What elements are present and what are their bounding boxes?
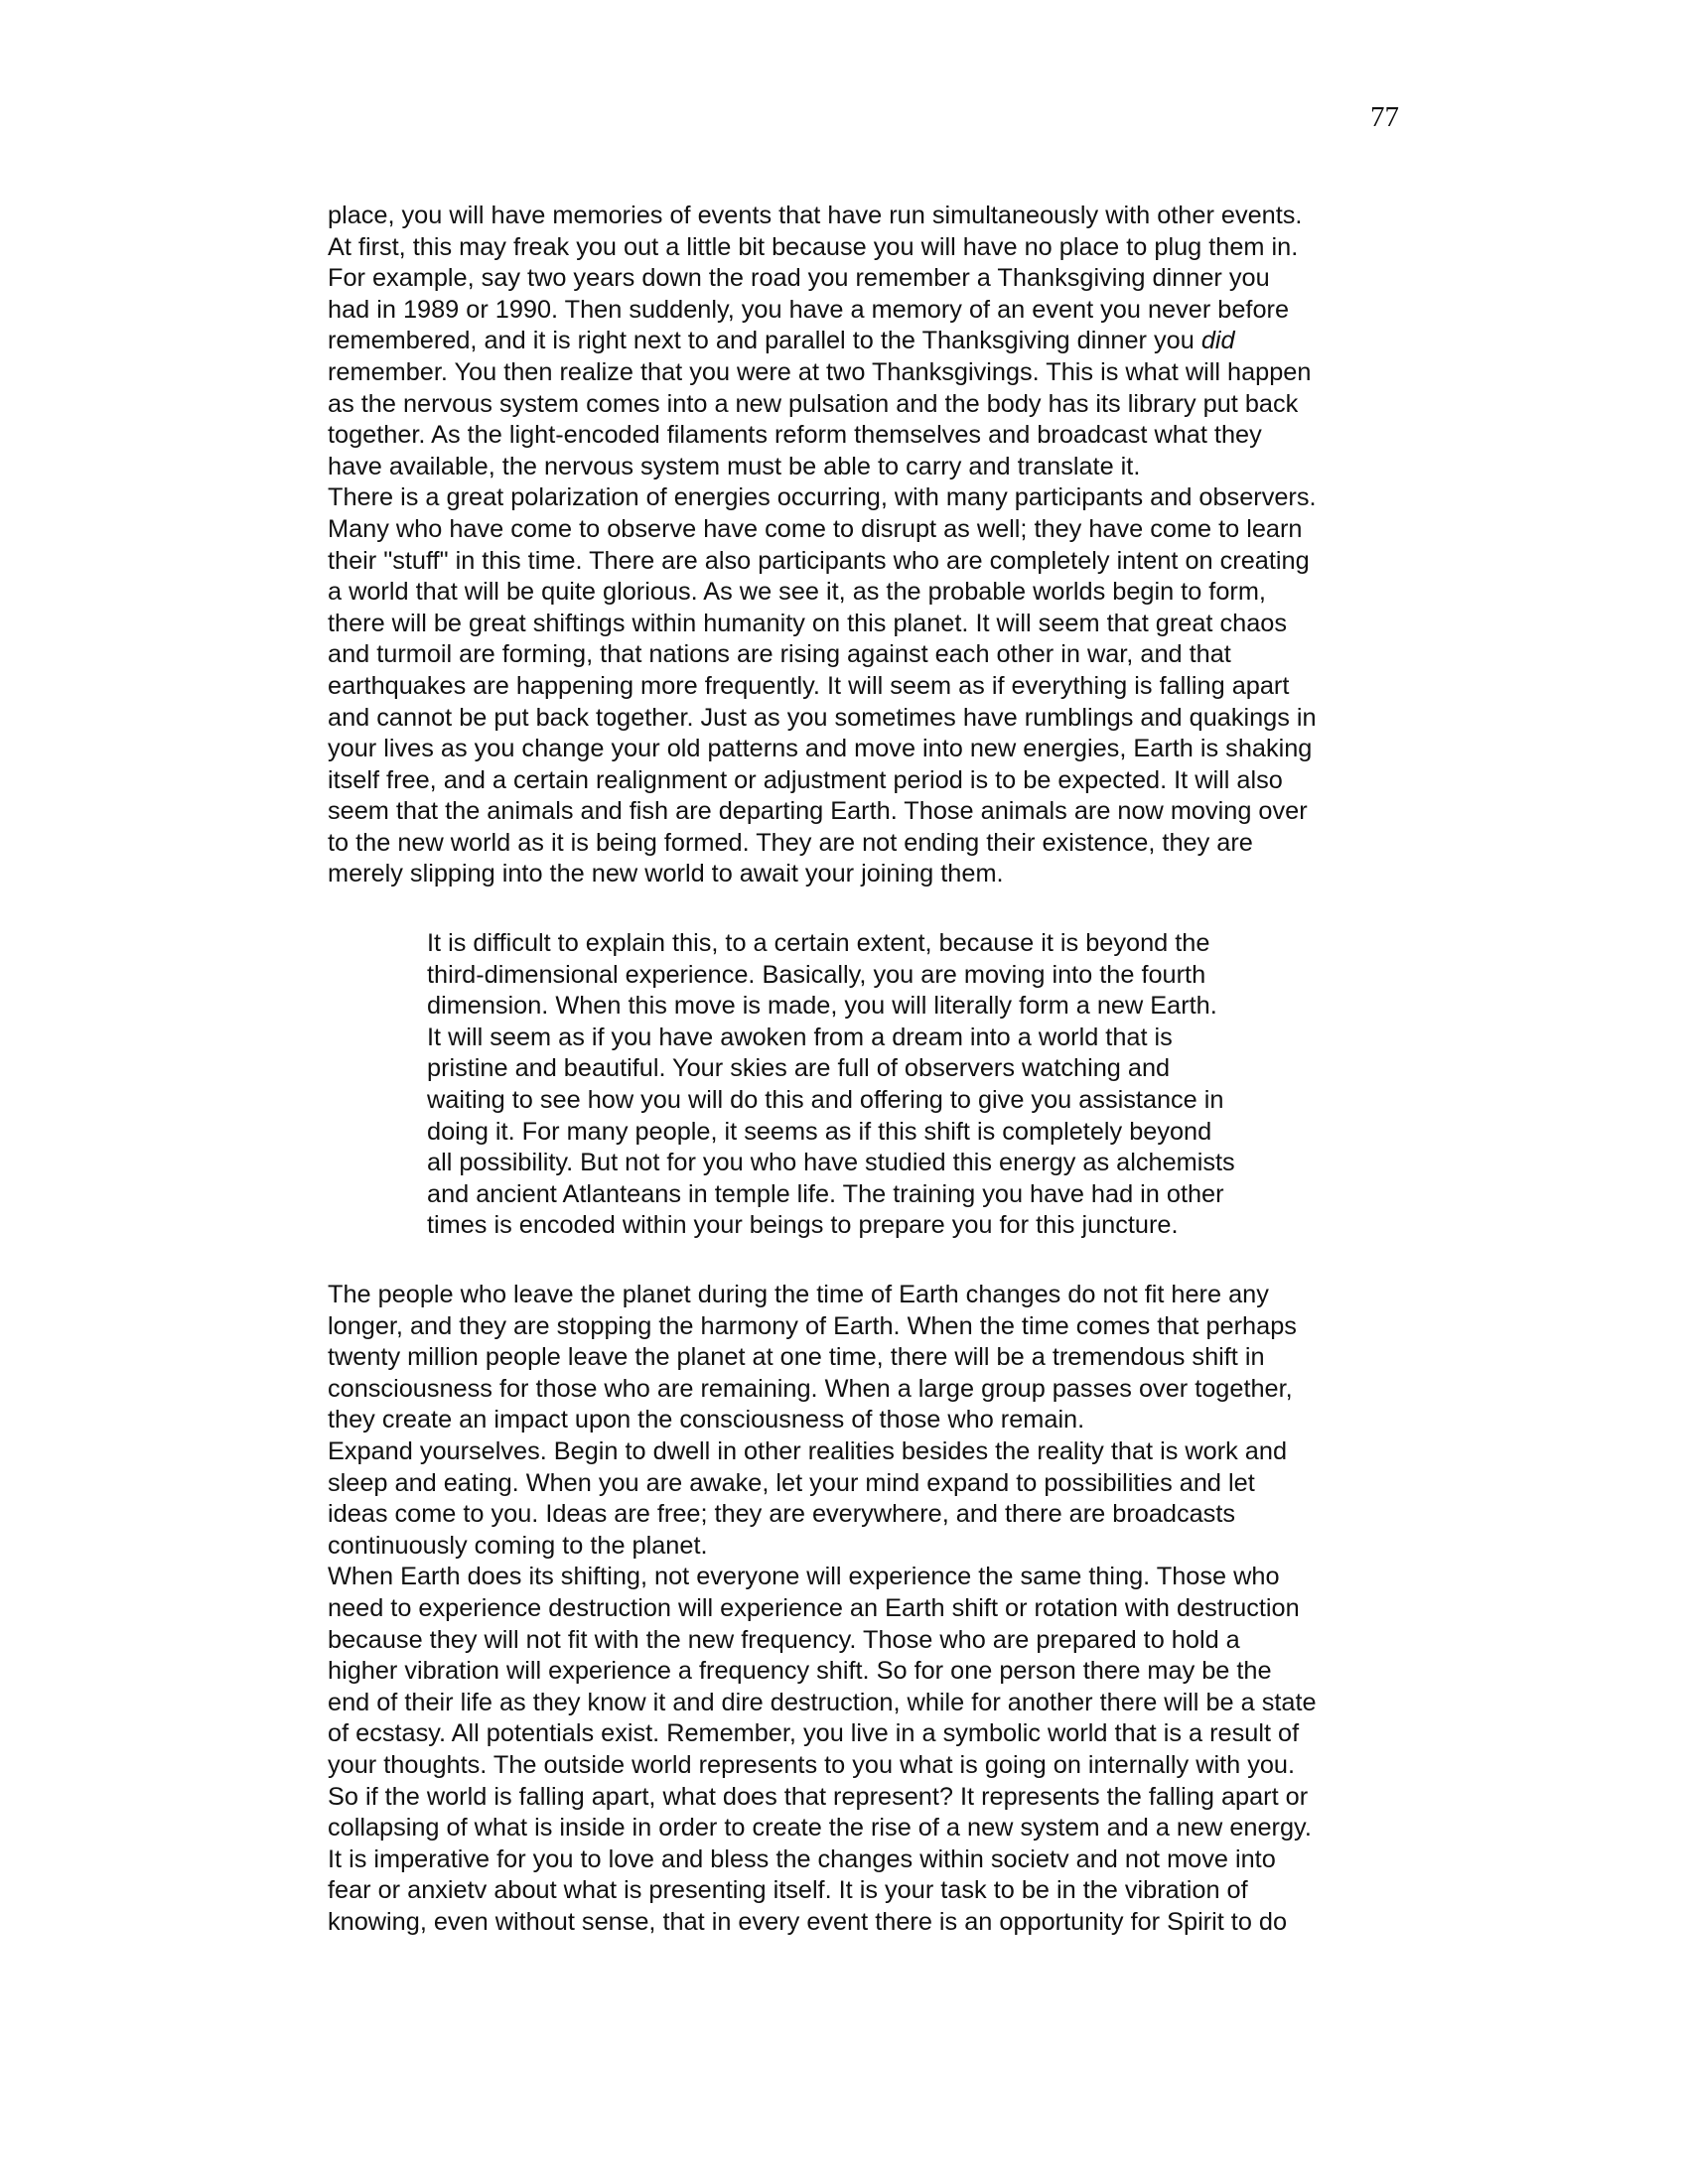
text-line: earthquakes are happening more frequently. It will seem as if everything is falling apart [328,671,1290,700]
text-line: and ancient Atlanteans in temple life. The training you have had in other [427,1179,1224,1208]
text-line: There is a great polarization of energies occurring, with many participants and observers. [328,483,1317,512]
text-line: sleep and eating. When you are awake, let your mind expand to possibilities and let [328,1468,1255,1497]
paragraph-gap [328,1242,1420,1280]
text-line: For example, say two years down the road you remember a Thanksgiving dinner you [328,264,1270,293]
emphasis-text: did [1200,327,1235,355]
text-line: consciousness for those who are remaining. When a large group passes over together, [328,1374,1293,1403]
text-line: waiting to see how you will do this and offering to give you assistance in [427,1086,1224,1115]
text-line: had in 1989 or 1990. Then suddenly, you have a memory of an event you never before [328,295,1290,324]
text-line: because they will not fit with the new frequency. Those who are prepared to hold a [328,1625,1240,1654]
page-number: 77 [1370,101,1399,133]
text-line: place, you will have memories of events that have run simultaneously with other events. [328,202,1303,229]
text-line: as the nervous system comes into a new pulsation and the body has its library put back [328,389,1299,418]
text-line: end of their life as they know it and dire destruction, while for another there will be a state [328,1688,1317,1716]
text-line: The people who leave the planet during the time of Earth changes do not fit here any [328,1281,1269,1308]
text-line: a world that will be quite glorious. As we see it, as the probable worlds begin to form, [328,578,1266,607]
text-line: longer, and they are stopping the harmony of Earth. When the time comes that perhaps [328,1311,1297,1340]
text-line [328,326,1420,357]
paragraph-5 [328,1562,1420,1938]
text-line: third-dimensional experience. Basically, you are moving into the fourth [427,960,1206,989]
text-line: there will be great shiftings within humanity on this planet. It will seem that great chaos [328,609,1287,637]
text-line: It is difficult to explain this, to a certain extent, because it is beyond the [427,929,1210,958]
text-line: have available, the nervous system must be able to carry and translate it. [328,452,1141,480]
text-line: Expand yourselves. Begin to dwell in other realities besides the reality that is work and [328,1436,1288,1465]
text-line: and cannot be put back together. Just as you sometimes have rumblings and quakings in [328,703,1317,732]
paragraph-1 [328,201,1420,482]
text-line: twenty million people leave the planet at one time, there will be a tremendous shift in [328,1343,1265,1372]
text-line: Many who have come to observe have come to disrupt as well; they have come to learn [328,514,1303,543]
text-line: dimension. When this move is made, you will literally form a new Earth. [427,992,1217,1021]
text-line: It is imperative for you to love and bless the changes within societv and not move into [328,1844,1276,1873]
text-line: times is encoded within your beings to prepare you for this juncture. [427,1211,1179,1240]
text-line: When Earth does its shifting, not everyone will experience the same thing. Those who [328,1563,1280,1591]
text-line: need to experience destruction will experience an Earth shift or rotation with destruction [328,1593,1300,1622]
text-line: your thoughts. The outside world represents to you what is going on internally with you. [328,1750,1296,1779]
block-quote [427,928,1420,1242]
paragraph-gap [328,890,1420,928]
text-line: ideas come to you. Ideas are free; they are everywhere, and there are broadcasts [328,1500,1236,1529]
text-line: collapsing of what is inside in order to create the rise of a new system and a new energy. [328,1814,1312,1843]
paragraph-2 [328,482,1420,890]
body-text [328,201,1420,1938]
text-line: your lives as you change your old patterns and move into new energies, Earth is shaking [328,735,1313,763]
paragraph-4 [328,1436,1420,1562]
text-line: all possibility. But not for you who have studied this energy as alchemists [427,1149,1235,1177]
text-line: fear or anxietv about what is presenting itself. It is your task to be in the vibration of [328,1876,1248,1905]
text-line: remember. You then realize that you were at two Thanksgivings. This is what will happen [328,357,1312,386]
text-run: remembered, and it is right next to and parallel to the Thanksgiving dinner you [328,327,1201,355]
text-line: seem that the animals and fish are departing Earth. Those animals are now moving over [328,797,1308,826]
text-line: knowing, even without sense, that in every event there is an opportunity for Spirit to do [328,1907,1288,1936]
text-line: higher vibration will experience a frequency shift. So for one person there may be the [328,1657,1272,1686]
text-line: of ecstasy. All potentials exist. Remember, you live in a symbolic world that is a result of [328,1719,1300,1748]
text-line: together. As the light-encoded filaments reform themselves and broadcast what they [328,421,1262,450]
text-line: At first, this may freak you out a little bit because you will have no place to plug them in. [328,232,1299,261]
text-line: they create an impact upon the consciousness of those who remain. [328,1406,1085,1434]
text-line: to the new world as it is being formed. They are not ending their existence, they are [328,828,1253,857]
text-line: continuously coming to the planet. [328,1531,708,1560]
text-line: and turmoil are forming, that nations are rising against each other in war, and that [328,640,1231,669]
text-line: It will seem as if you have awoken from a dream into a world that is [427,1023,1173,1051]
paragraph-3 [328,1280,1420,1436]
text-line: doing it. For many people, it seems as if this shift is completely beyond [427,1117,1212,1146]
text-line: their "stuff" in this time. There are also participants who are completely intent on creating [328,546,1310,575]
text-line: merely slipping into the new world to await your joining them. [328,860,1004,888]
text-line: So if the world is falling apart, what does that represent? It represents the falling apart or [328,1782,1309,1811]
text-line: itself free, and a certain realignment or adjustment period is to be expected. It will also [328,765,1283,794]
text-line: pristine and beautiful. Your skies are full of observers watching and [427,1054,1171,1083]
